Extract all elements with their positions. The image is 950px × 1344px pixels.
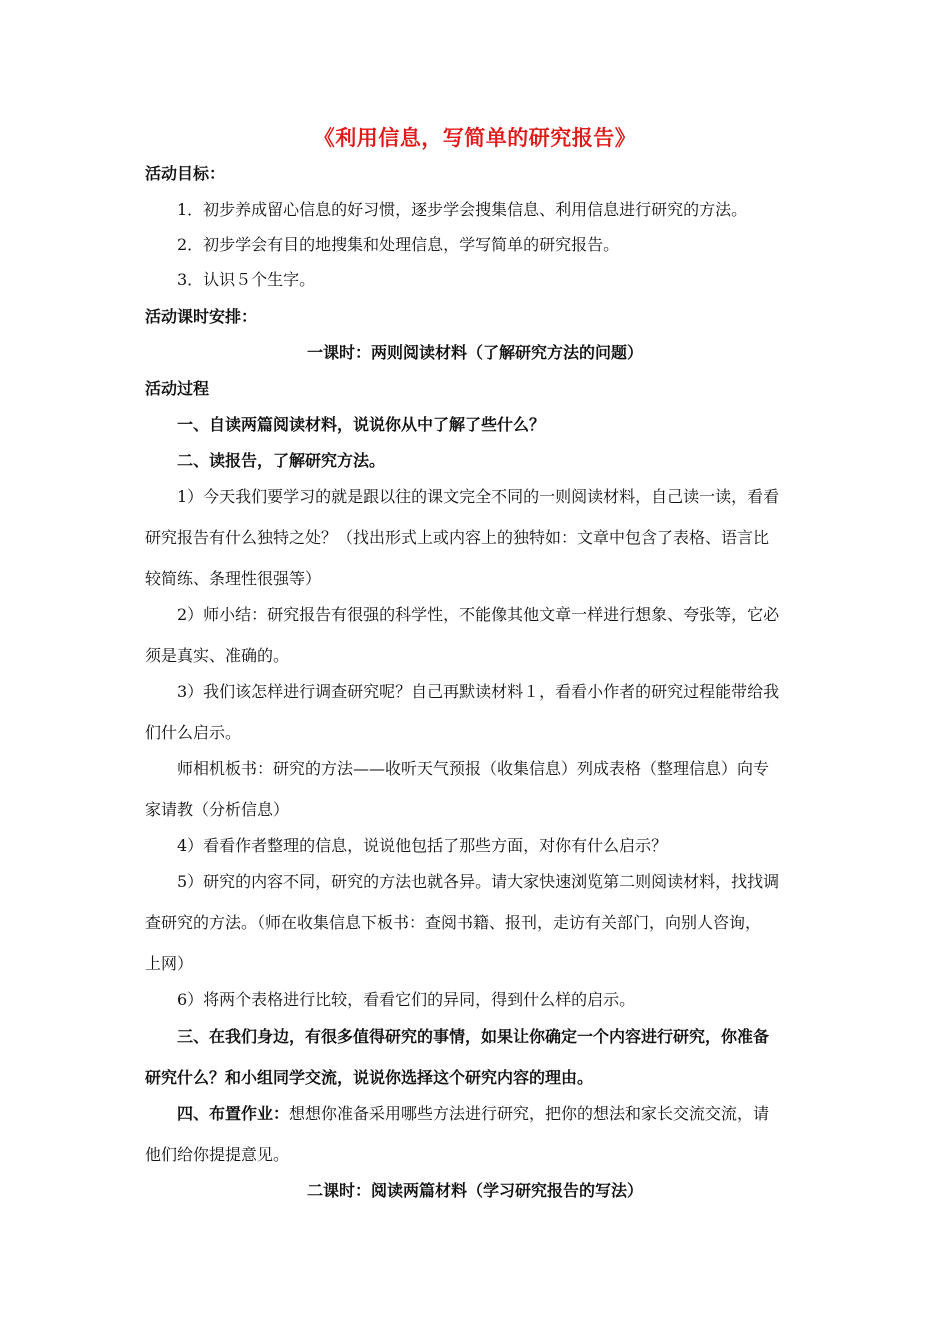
step-4-line <box>177 1104 769 1124</box>
paragraph-line: 查研究的方法。（师在收集信息下板书：查阅书籍、报刊，走访有关部门，向别人咨询， <box>145 913 762 932</box>
goal-item-2: 2．初步学会有目的地搜集和处理信息，学写简单的研究报告。 <box>177 235 620 254</box>
paragraph-line: 3）我们该怎样进行调查研究呢？自己再默读材料１，看看小作者的研究过程能带给我 <box>177 682 780 701</box>
section-heading-goals: 活动目标： <box>145 164 226 183</box>
paragraph-line: 研究报告有什么独特之处？（找出形式上或内容上的独特如：文章中包含了表格、语言比 <box>145 528 770 547</box>
paragraph-line: 1）今天我们要学习的就是跟以往的课文完全不同的一则阅读材料，自己读一读，看看 <box>177 487 780 506</box>
paragraph-line: 上网） <box>145 954 194 973</box>
paragraph-line: 须是真实、准确的。 <box>145 646 290 665</box>
section-heading-schedule: 活动课时安排： <box>145 307 258 326</box>
goal-item-3: 3．认识５个生字。 <box>177 270 316 289</box>
paragraph-line: 较简练、条理性很强等） <box>145 569 322 588</box>
step-4-heading: 四、布置作业： <box>177 1104 290 1123</box>
goal-item-1: 1．初步养成留心信息的好习惯，逐步学会搜集信息、利用信息进行研究的方法。 <box>177 200 748 219</box>
paragraph-line: 6）将两个表格进行比较，看看它们的异同，得到什么样的启示。 <box>177 990 636 1009</box>
step-3-heading-cont: 研究什么？和小组同学交流，说说你选择这个研究内容的理由。 <box>145 1068 594 1087</box>
paragraph-line: 家请教（分析信息） <box>145 800 290 819</box>
step-1-heading: 一、自读两篇阅读材料，说说你从中了解了些什么？ <box>177 415 546 434</box>
paragraph-line: 2）师小结：研究报告有很强的科学性，不能像其他文章一样进行想象、夸张等，它必 <box>177 605 780 624</box>
step-3-heading: 三、在我们身边，有很多值得研究的事情，如果让你确定一个内容进行研究，你准备 <box>177 1027 770 1046</box>
paragraph-line: 师相机板书：研究的方法——收听天气预报（收集信息）列成表格（整理信息）向专 <box>177 759 770 778</box>
paragraph-line: 他们给你提提意见。 <box>145 1145 290 1164</box>
paragraph-line: 4）看看作者整理的信息，说说他包括了那些方面，对你有什么启示？ <box>177 836 668 855</box>
step-2-heading: 二、读报告，了解研究方法。 <box>177 451 386 470</box>
paragraph-line: 5）研究的内容不同，研究的方法也就各异。请大家快速浏览第二则阅读材料，找找调 <box>177 872 780 891</box>
document-title: 《利用信息，写简单的研究报告》 <box>313 125 637 150</box>
step-4-text: 想想你准备采用哪些方法进行研究，把你的想法和家长交流交流，请 <box>289 1104 770 1123</box>
lesson-1-heading: 一课时：两则阅读材料（了解研究方法的问题） <box>306 343 643 362</box>
paragraph-line: 们什么启示。 <box>145 723 242 742</box>
section-heading-process: 活动过程 <box>145 379 210 398</box>
lesson-2-heading: 二课时：阅读两篇材料（学习研究报告的写法） <box>306 1181 643 1200</box>
